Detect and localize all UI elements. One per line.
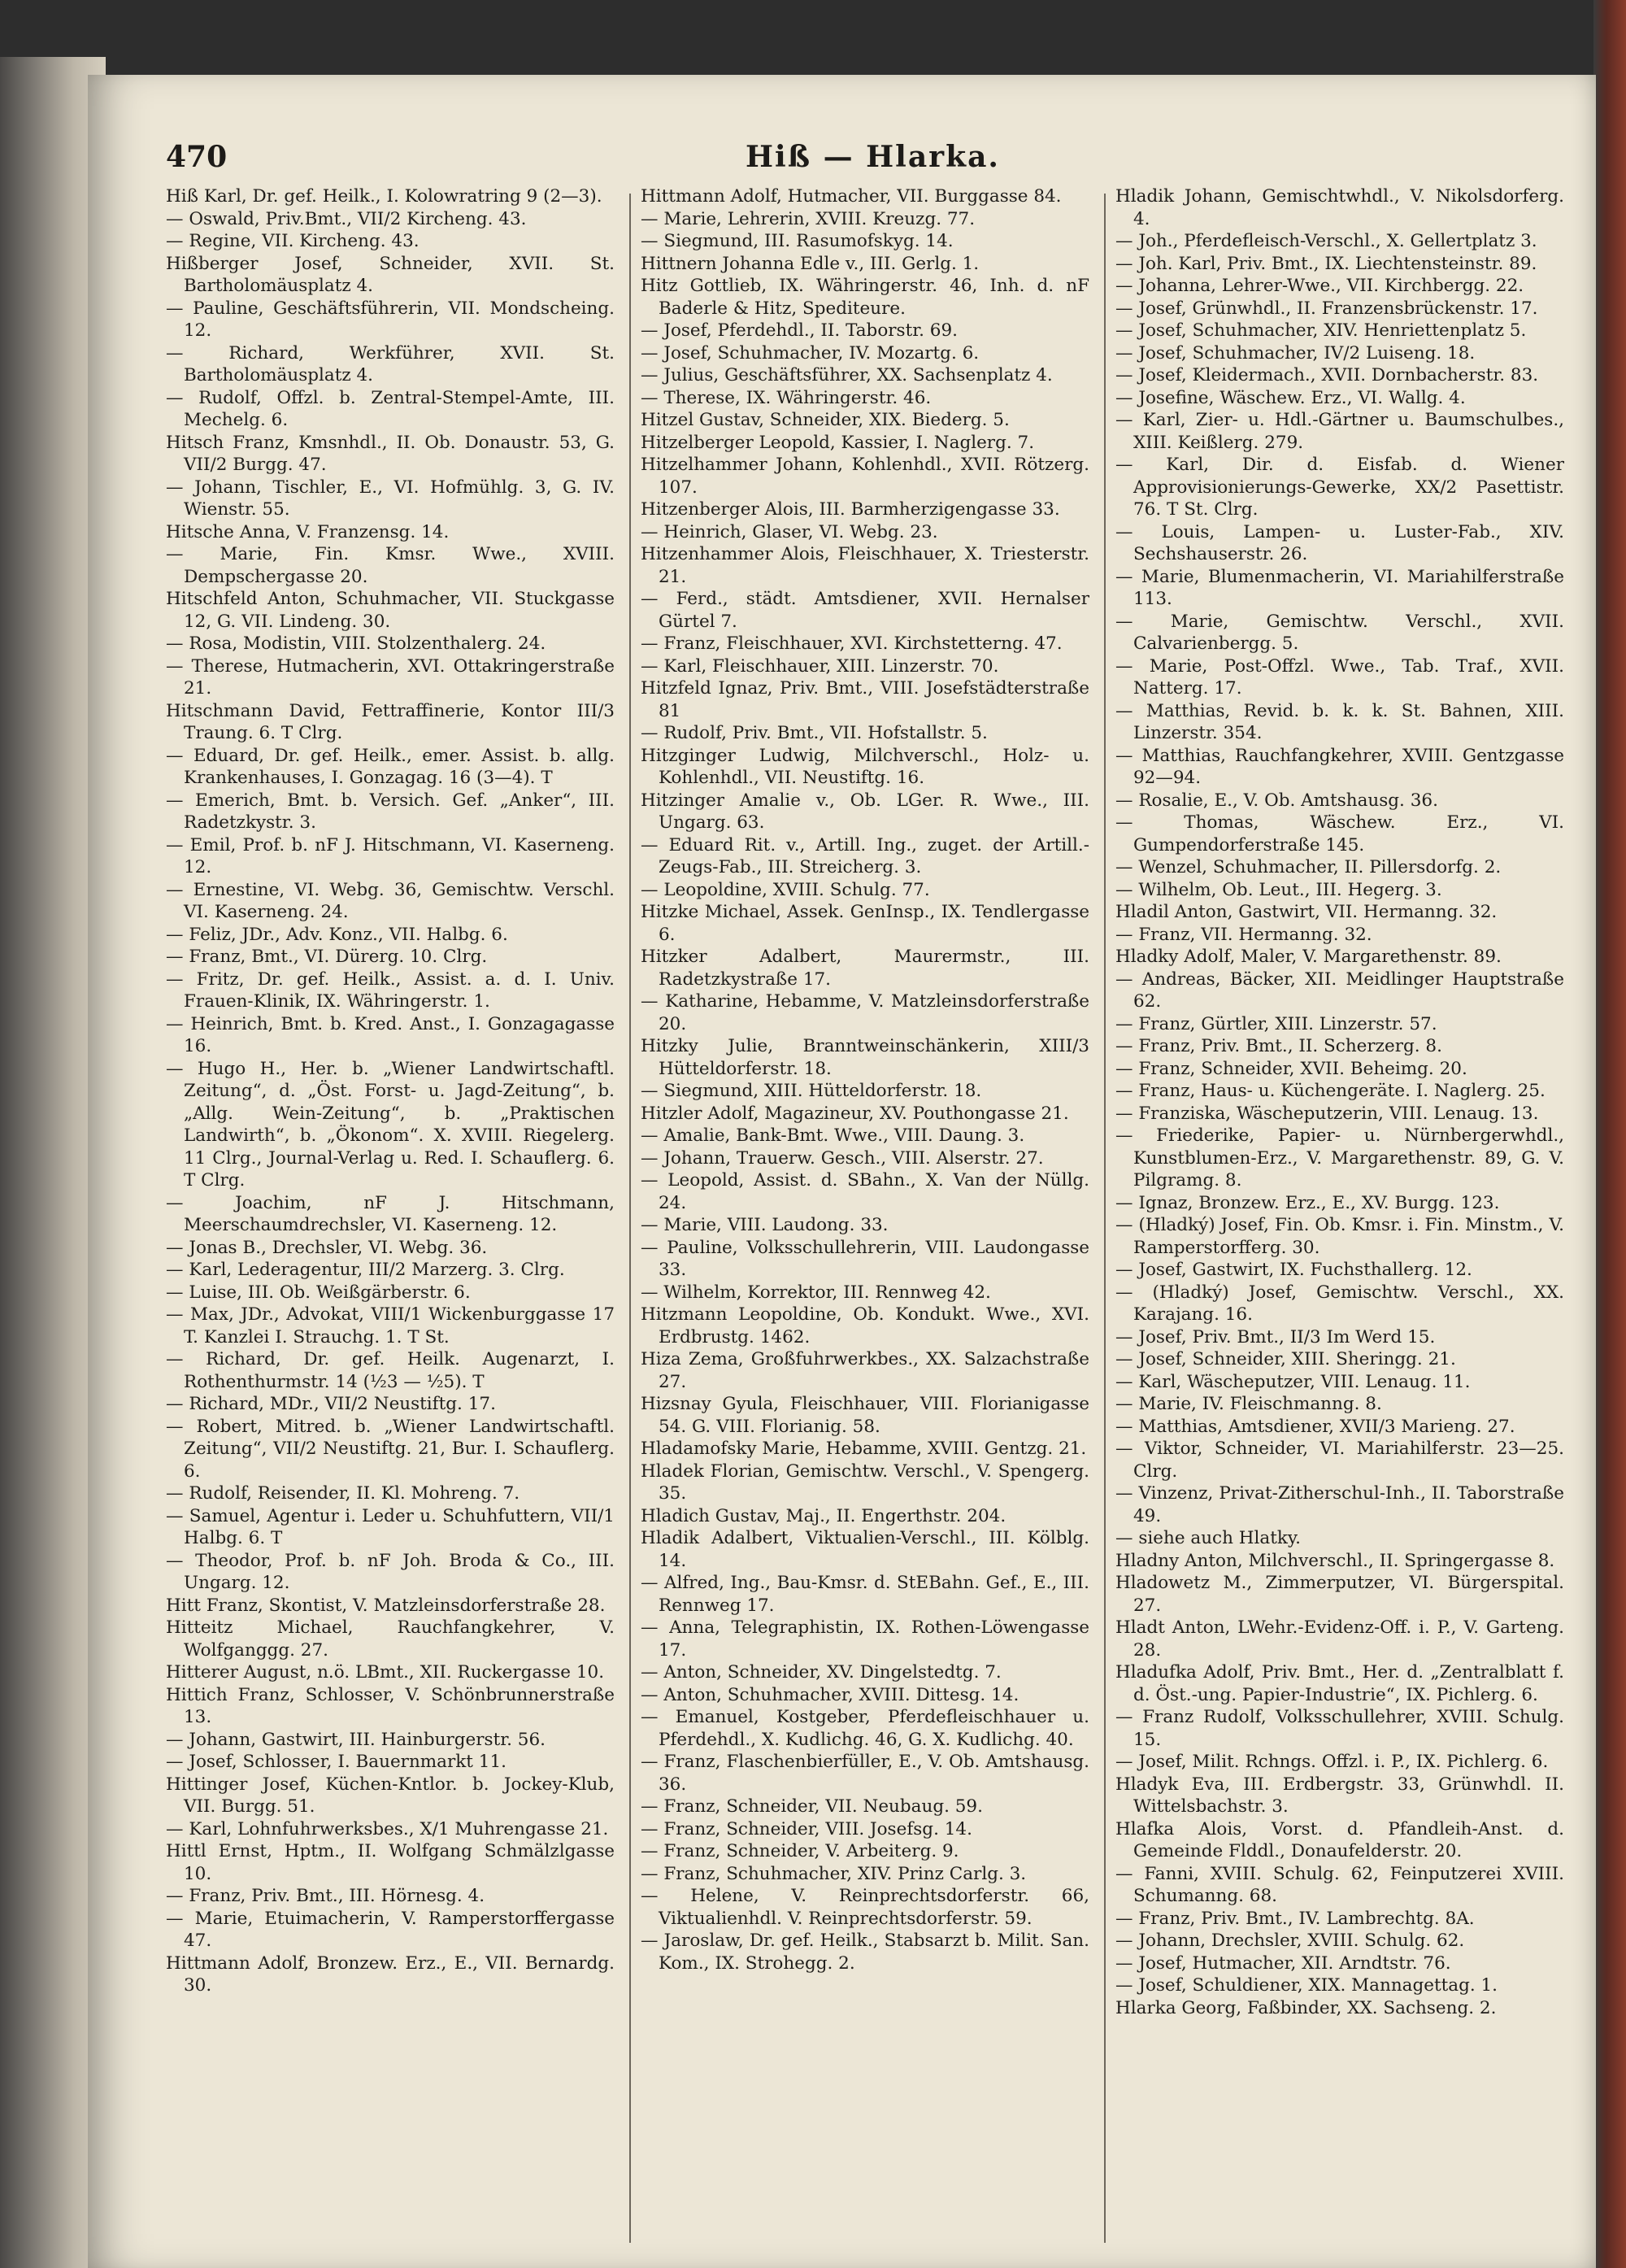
directory-entry: — Josef, Hutmacher, XII. Arndtstr. 76. [1115,1952,1451,1974]
directory-entry: — Helene, V. Reinprechtsdorferstr. 66, Viktualienhdl. V. Reinprechtsdorferstr. 59. [641,1886,1089,1929]
column-1 [166,185,615,2259]
directory-entry: — Josef, Pferdehdl., II. Taborstr. 69. [641,320,958,341]
directory-entry: — Franz, Schuhmacher, XIV. Prinz Carlg. 3. [641,1863,1027,1884]
directory-entry: — Richard, MDr., VII/2 Neustiftg. 17. [166,1394,496,1414]
directory-entry: — Anton, Schneider, XV. Dingelstedtg. 7. [641,1662,1002,1682]
directory-entry: — Katharine, Hebamme, V. Matzleinsdorferstraße 20. [641,991,1089,1034]
directory-entry: Hitz Gottlieb, IX. Währingerstr. 46, Inh. d. nF Baderle & Hitz, Spediteure. [641,276,1089,319]
directory-entry: — Joh. Karl, Priv. Bmt., IX. Liechtensteinstr. 89. [1115,253,1537,274]
directory-entry: Hladik Adalbert, Viktualien-Verschl., III. Kölblg. 14. [641,1528,1089,1571]
directory-entry: — Emil, Prof. b. nF J. Hitschmann, VI. Kaserneng. 12. [166,834,615,877]
directory-entry: Hitzfeld Ignaz, Priv. Bmt., VIII. Josefstädterstraße 81 [641,678,1089,721]
directory-entry: — Rudolf, Priv. Bmt., VII. Hofstallstr. 5. [641,723,988,743]
directory-entry: — Ignaz, Bronzew. Erz., E., XV. Burgg. 123. [1115,1192,1500,1213]
directory-entry: Hladich Gustav, Maj., II. Engerthstr. 204. [641,1505,1006,1526]
directory-entry: — Johanna, Lehrer-Wwe., VII. Kirchbergg. 22. [1115,276,1524,296]
directory-entry: Hiza Zema, Großfuhrwerkbes., XX. Salzachstraße 27. [641,1349,1089,1392]
directory-entry: — Eduard, Dr. gef. Heilk., emer. Assist. b. allg. Krankenhauses, I. Gonzagag. 16 (3—4). T [166,745,615,788]
directory-entry: — Samuel, Agentur i. Leder u. Schuhfuttern, VII/1 Halbg. 6. T [166,1505,615,1548]
directory-entry: Hitzmann Leopoldine, Ob. Kondukt. Wwe., XVI. Erdbrustg. 1462. [641,1304,1089,1347]
directory-entry: Hitzginger Ludwig, Milchverschl., Holz- u. Kohlenhdl., VII. Neustiftg. 16. [641,745,1089,788]
directory-entry: — Leopold, Assist. d. SBahn., X. Van der Nüllg. 24. [641,1170,1089,1213]
page-header [166,140,1580,189]
directory-entry: — Josef, Schuldiener, XIX. Mannagettag. 1. [1115,1975,1498,1996]
directory-entry: — Emerich, Bmt. b. Versich. Gef. „Anker“, III. Radetzkystr. 3. [166,790,615,833]
directory-entry: Hitzinger Amalie v., Ob. LGer. R. Wwe., III. Ungarg. 63. [641,790,1089,833]
directory-entry: Hladufka Adolf, Priv. Bmt., Her. d. „Zentralblatt f. d. Öst.-ung. Papier-Industrie“, IX. Pichlerg. 6. [1115,1662,1564,1705]
directory-entry: — Heinrich, Glaser, VI. Webg. 23. [641,521,938,542]
directory-entry: — (Hladký) Josef, Fin. Ob. Kmsr. i. Fin. Minstm., V. Ramperstorfferg. 30. [1115,1215,1564,1258]
directory-entry: — Luise, III. Ob. Weißgärberstr. 6. [166,1282,471,1303]
directory-entry: — Fritz, Dr. gef. Heilk., Assist. a. d. I. Univ. Frauen-Klinik, IX. Währingerstr. 1. [166,969,615,1012]
directory-entry: — Feliz, JDr., Adv. Konz., VII. Halbg. 6. [166,924,508,945]
directory-entry: — Johann, Trauerw. Gesch., VIII. Alserstr. 27. [641,1147,1044,1169]
directory-entry: — Marie, Fin. Kmsr. Wwe., XVIII. Dempschergasse 20. [166,544,615,587]
directory-entry: — Josef, Priv. Bmt., II/3 Im Werd 15. [1115,1326,1436,1347]
column-2 [641,185,1089,2259]
directory-entry: — (Hladký) Josef, Gemischtw. Verschl., XX. Karajang. 16. [1115,1282,1564,1325]
directory-entry: Hittnern Johanna Edle v., III. Gerlg. 1. [641,253,980,274]
directory-entry: — Franz, Schneider, XVII. Beheimg. 20. [1115,1058,1467,1079]
directory-entry: — Fanni, XVIII. Schulg. 62, Feinputzerei XVIII. Schumanng. 68. [1115,1863,1564,1906]
directory-entry: — Marie, Lehrerin, XVIII. Kreuzg. 77. [641,208,976,229]
directory-entry: Hitsch Franz, Kmsnhdl., II. Ob. Donaustr. 53, G. VII/2 Burgg. 47. [166,432,615,475]
directory-entry: Hittmann Adolf, Bronzew. Erz., E., VII. Bernardg. 30. [166,1952,615,1996]
directory-entry: Hitzelhammer Johann, Kohlenhdl., XVII. Rötzerg. 107. [641,455,1089,498]
directory-entry: Hitzenhammer Alois, Fleischhauer, X. Triesterstr. 21. [641,544,1089,587]
directory-entry: — Wenzel, Schuhmacher, II. Pillersdorfg. 2. [1115,857,1502,877]
directory-entry: — Ernestine, VI. Webg. 36, Gemischtw. Verschl. VI. Kaserneng. 24. [166,879,615,922]
directory-entry: — Rosalie, E., V. Ob. Amtshausg. 36. [1115,790,1438,811]
directory-entry: — Joachim, nF J. Hitschmann, Meerschaumdrechsler, VI. Kaserneng. 12. [166,1192,615,1235]
directory-entry: — Franz Rudolf, Volksschullehrer, XVIII. Schulg. 15. [1115,1707,1564,1750]
directory-entry: — Siegmund, XIII. Hütteldorferstr. 18. [641,1081,982,1101]
directory-entry: — Johann, Gastwirt, III. Hainburgerstr. 56. [166,1729,546,1750]
directory-entry: — Amalie, Bank-Bmt. Wwe., VIII. Daung. 3. [641,1125,1025,1146]
directory-entry: Hladek Florian, Gemischtw. Verschl., V. Spengerg. 35. [641,1460,1089,1504]
directory-entry: — Vinzenz, Privat-Zitherschul-Inh., II. Taborstraße 49. [1115,1483,1564,1526]
directory-entry: — Theodor, Prof. b. nF Joh. Broda & Co., III. Ungarg. 12. [166,1550,615,1593]
directory-entry: — Oswald, Priv.Bmt., VII/2 Kircheng. 43. [166,208,527,229]
directory-entry: — Heinrich, Bmt. b. Kred. Anst., I. Gonzagagasse 16. [166,1013,615,1056]
directory-page [88,75,1596,2268]
directory-entry: — Marie, Blumenmacherin, VI. Mariahilferstraße 113. [1115,566,1564,609]
directory-entry: — Andreas, Bäcker, XII. Meidlinger Hauptstraße 62. [1115,969,1564,1012]
directory-entry: — Viktor, Schneider, VI. Mariahilferstr. 23—25. Clrg. [1115,1439,1564,1482]
directory-entry: Hitschfeld Anton, Schuhmacher, VII. Stuckgasse 12, G. VII. Lindeng. 30. [166,589,615,632]
directory-entry: — Josef, Schneider, XIII. Sheringg. 21. [1115,1349,1456,1369]
directory-entry: Hitzelberger Leopold, Kassier, I. Naglerg. 7. [641,432,1035,453]
directory-entry: — Richard, Dr. gef. Heilk. Augenarzt, I. Rothenthurmstr. 14 (½3 — ½5). T [166,1349,615,1392]
directory-entry: — Franz, Priv. Bmt., II. Scherzerg. 8. [1115,1036,1442,1056]
directory-entry: — Robert, Mitred. b. „Wiener Landwirtschaftl. Zeitung“, VII/2 Neustiftg. 21, Bur. I. Schauflerg. 6. [166,1416,615,1482]
directory-entry: — Karl, Wäscheputzer, VIII. Lenaug. 11. [1115,1371,1471,1392]
directory-entry: — Friederike, Papier- u. Nürnbergerwhdl., Kunstblumen-Erz., V. Margarethenstr. 89, G. V. Pilgramg. 8. [1115,1125,1564,1191]
directory-entry: — Matthias, Rauchfangkehrer, XVIII. Gentzgasse 92—94. [1115,745,1564,788]
directory-entry: — Therese, IX. Währingerstr. 46. [641,387,932,408]
directory-entry: — Franz, Priv. Bmt., IV. Lambrechtg. 8A. [1115,1908,1475,1929]
directory-entry: Hitzel Gustav, Schneider, XIX. Biederg. 5. [641,410,1010,430]
directory-entry: — Karl, Zier- u. Hdl.-Gärtner u. Baumschulbes., XIII. Keißlerg. 279. [1115,410,1564,453]
directory-entry: — Ferd., städt. Amtsdiener, XVII. Hernalser Gürtel 7. [641,589,1089,632]
directory-entry: — Karl, Fleischhauer, XIII. Linzerstr. 70. [641,655,999,677]
directory-entry: — Franz, Flaschenbierfüller, E., V. Ob. Amtshausg. 36. [641,1752,1089,1795]
running-head: Hiß — Hlarka. [746,140,1000,174]
directory-entry: Hlafka Alois, Vorst. d. Pfandleih-Anst. d. Gemeinde Flddl., Donaufelderstr. 20. [1115,1818,1564,1861]
directory-entry: — Franz, Schneider, VII. Neubaug. 59. [641,1796,983,1817]
directory-entry: — Alfred, Ing., Bau-Kmsr. d. StEBahn. Gef., E., III. Rennweg 17. [641,1573,1089,1616]
directory-entry: Hladyk Eva, III. Erdbergstr. 33, Grünwhdl. II. Wittelsbachstr. 3. [1115,1774,1564,1817]
directory-entry: Hizsnay Gyula, Fleischhauer, VIII. Florianigasse 54. G. VIII. Florianig. 58. [641,1394,1089,1437]
directory-entry: Hittl Ernst, Hptm., II. Wolfgang Schmälzlgasse 10. [166,1841,615,1884]
directory-entry: Hißberger Josef, Schneider, XVII. St. Bartholomäusplatz 4. [166,253,615,296]
directory-entry: — Karl, Dir. d. Eisfab. d. Wiener Approvisionierungs-Gewerke, XX/2 Pasettistr. 76. T St. Clrg. [1115,455,1564,520]
directory-entry: — Siegmund, III. Rasumofskyg. 14. [641,231,954,251]
directory-entry: — Josef, Schuhmacher, IV. Mozartg. 6. [641,342,980,363]
directory-entry: — Pauline, Geschäftsführerin, VII. Mondscheing. 12. [166,298,615,341]
directory-entry: — Eduard Rit. v., Artill. Ing., zuget. der Artill.-Zeugs-Fab., III. Streicherg. 3. [641,834,1089,877]
directory-entry: Hitzenberger Alois, III. Barmherzigengasse 33. [641,499,1060,520]
directory-entry: Hittmann Adolf, Hutmacher, VII. Burggasse 84. [641,186,1062,207]
directory-entry: Hitsche Anna, V. Franzensg. 14. [166,521,450,542]
directory-entry: — Franz, Haus- u. Küchengeräte. I. Naglerg. 25. [1115,1081,1546,1101]
directory-entry: — Johann, Tischler, E., VI. Hofmühlg. 3, G. IV. Wienstr. 55. [166,477,615,520]
directory-entry: Hitterer August, n.ö. LBmt., XII. Ruckergasse 10. [166,1662,605,1682]
directory-columns [166,185,1590,2259]
directory-entry: — siehe auch Hlatky. [1115,1528,1301,1548]
directory-entry: — Rosa, Modistin, VIII. Stolzenthalerg. 24. [166,633,546,654]
directory-entry: — Josefine, Wäschew. Erz., VI. Wallg. 4. [1115,387,1466,408]
column-3 [1115,185,1564,2259]
directory-entry: — Hugo H., Her. b. „Wiener Landwirtschaftl. Zeitung“, d. „Öst. Forst- u. Jagd-Zeitung“, b. „Allg. Wein-Zeitung“, b. „Praktischen Landwirth“, b. „Ökonom“. X. XVIII. Riegelerg. 11 Clrg., Journal-Verlag u. Red. I. Schauflerg. 6. T Clrg. [166,1058,615,1191]
directory-entry: — Marie, Gemischtw. Verschl., XVII. Calvarienbergg. 5. [1115,611,1564,654]
page-number: 470 [166,140,228,174]
directory-entry: — Thomas, Wäschew. Erz., VI. Gumpendorferstraße 145. [1115,812,1564,855]
directory-entry: — Marie, VIII. Laudong. 33. [641,1215,889,1235]
directory-entry: Hittinger Josef, Küchen-Kntlor. b. Jockey-Klub, VII. Burgg. 51. [166,1774,615,1817]
directory-entry: — Karl, Lohnfuhrwerksbes., X/1 Muhrengasse 21. [166,1818,609,1839]
directory-entry: Hiß Karl, Dr. gef. Heilk., I. Kolowratring 9 (2—3). [166,186,602,207]
column-divider [629,194,631,2243]
directory-entry: — Rudolf, Offzl. b. Zentral-Stempel-Amte, III. Mechelg. 6. [166,387,615,430]
directory-entry: — Wilhelm, Ob. Leut., III. Hegerg. 3. [1115,879,1442,900]
directory-entry: — Wilhelm, Korrektor, III. Rennweg 42. [641,1282,991,1303]
directory-entry: Hlarka Georg, Faßbinder, XX. Sachseng. 2. [1115,1997,1497,2018]
directory-entry: — Anna, Telegraphistin, IX. Rothen-Löwengasse 17. [641,1617,1089,1661]
directory-entry: — Julius, Geschäftsführer, XX. Sachsenplatz 4. [641,365,1053,385]
directory-entry: Hitteitz Michael, Rauchfangkehrer, V. Wolfganggg. 27. [166,1617,615,1661]
directory-entry: — Leopoldine, XVIII. Schulg. 77. [641,879,930,900]
directory-entry: — Josef, Schlosser, I. Bauernmarkt 11. [166,1752,506,1772]
directory-entry: Hladil Anton, Gastwirt, VII. Hermanng. 32. [1115,902,1498,922]
directory-entry: Hladowetz M., Zimmerputzer, VI. Bürgerspital. 27. [1115,1573,1564,1616]
directory-entry: — Matthias, Revid. b. k. k. St. Bahnen, XIII. Linzerstr. 354. [1115,700,1564,743]
directory-entry: — Marie, Post-Offzl. Wwe., Tab. Traf., XVII. Natterg. 17. [1115,655,1564,699]
directory-entry: — Marie, Etuimacherin, V. Ramperstorffergasse 47. [166,1908,615,1951]
directory-entry: — Franz, Gürtler, XIII. Linzerstr. 57. [1115,1013,1437,1034]
directory-entry: — Anton, Schuhmacher, XVIII. Dittesg. 14. [641,1684,1020,1705]
directory-entry: Hladt Anton, LWehr.-Evidenz-Off. i. P., V. Garteng. 28. [1115,1617,1564,1661]
directory-entry: — Franz, Schneider, VIII. Josefsg. 14. [641,1818,972,1839]
directory-entry: Hladik Johann, Gemischtwhdl., V. Nikolsdorferg. 4. [1115,186,1564,229]
directory-entry: — Jonas B., Drechsler, VI. Webg. 36. [166,1237,488,1258]
book-cover-edge [1593,0,1626,2268]
directory-entry: — Therese, Hutmacherin, XVI. Ottakringerstraße 21. [166,655,615,699]
directory-entry: — Josef, Schuhmacher, IV/2 Luiseng. 18. [1115,342,1476,363]
directory-entry: — Franz, Fleischhauer, XVI. Kirchstetterng. 47. [641,633,1063,654]
directory-entry: — Josef, Milit. Rchngs. Offzl. i. P., IX. Pichlerg. 6. [1115,1752,1549,1772]
directory-entry: — Matthias, Amtsdiener, XVII/3 Marieng. 27. [1115,1416,1515,1437]
directory-entry: — Rudolf, Reisender, II. Kl. Mohreng. 7. [166,1483,520,1504]
directory-entry: Hitschmann David, Fettraffinerie, Kontor III/3 Traung. 6. T Clrg. [166,700,615,743]
directory-entry: — Josef, Gastwirt, IX. Fuchsthallerg. 12. [1115,1260,1472,1280]
directory-entry: Hitzke Michael, Assek. GenInsp., IX. Tendlergasse 6. [641,902,1089,945]
directory-entry: — Karl, Lederagentur, III/2 Marzerg. 3. Clrg. [166,1260,565,1280]
directory-entry: — Franziska, Wäscheputzerin, VIII. Lenaug. 13. [1115,1103,1539,1124]
directory-entry: Hittich Franz, Schlosser, V. Schönbrunnerstraße 13. [166,1684,615,1727]
directory-entry: — Franz, Priv. Bmt., III. Hörnesg. 4. [166,1886,485,1906]
directory-entry: — Marie, IV. Fleischmanng. 8. [1115,1394,1382,1414]
directory-entry: — Josef, Schuhmacher, XIV. Henriettenplatz 5. [1115,320,1527,341]
directory-entry: — Jaroslaw, Dr. gef. Heilk., Stabsarzt b. Milit. San. Kom., IX. Strohegg. 2. [641,1931,1089,1974]
directory-entry: — Franz, Bmt., VI. Dürerg. 10. Clrg. [166,947,488,967]
directory-entry: — Josef, Grünwhdl., II. Franzensbrückenstr. 17. [1115,298,1538,319]
directory-entry: — Franz, VII. Hermanng. 32. [1115,924,1372,945]
directory-entry: Hladamofsky Marie, Hebamme, XVIII. Gentzg. 21. [641,1439,1087,1459]
directory-entry: — Regine, VII. Kircheng. 43. [166,231,420,251]
directory-entry: Hitt Franz, Skontist, V. Matzleinsdorferstraße 28. [166,1595,606,1616]
directory-entry: Hitzky Julie, Branntweinschänkerin, XIII/3 Hütteldorferstr. 18. [641,1036,1089,1079]
directory-entry: — Emanuel, Kostgeber, Pferdefleischhauer u. Pferdehdl., X. Kudlichg. 46, G. X. Kudlichg. 40. [641,1707,1089,1750]
directory-entry: Hitzler Adolf, Magazineur, XV. Pouthongasse 21. [641,1103,1069,1124]
directory-entry: — Max, JDr., Advokat, VIII/1 Wickenburggasse 17 T. Kanzlei I. Strauchg. 1. T St. [166,1304,615,1347]
directory-entry: — Pauline, Volksschullehrerin, VIII. Laudongasse 33. [641,1237,1089,1280]
directory-entry: — Josef, Kleidermach., XVII. Dornbacherstr. 83. [1115,365,1539,385]
directory-entry: — Louis, Lampen- u. Luster-Fab., XIV. Sechshauserstr. 26. [1115,521,1564,564]
directory-entry: Hladny Anton, Milchverschl., II. Springergasse 8. [1115,1550,1555,1571]
directory-entry: — Richard, Werkführer, XVII. St. Bartholomäusplatz 4. [166,342,615,385]
directory-entry: — Johann, Drechsler, XVIII. Schulg. 62. [1115,1931,1465,1951]
directory-entry: Hitzker Adalbert, Maurermstr., III. Radetzkystraße 17. [641,947,1089,990]
column-divider [1104,194,1106,2243]
directory-entry: — Franz, Schneider, V. Arbeiterg. 9. [641,1841,959,1861]
directory-entry: Hladky Adolf, Maler, V. Margarethenstr. 89. [1115,947,1502,967]
directory-entry: — Joh., Pferdefleisch-Verschl., X. Gellertplatz 3. [1115,231,1537,251]
